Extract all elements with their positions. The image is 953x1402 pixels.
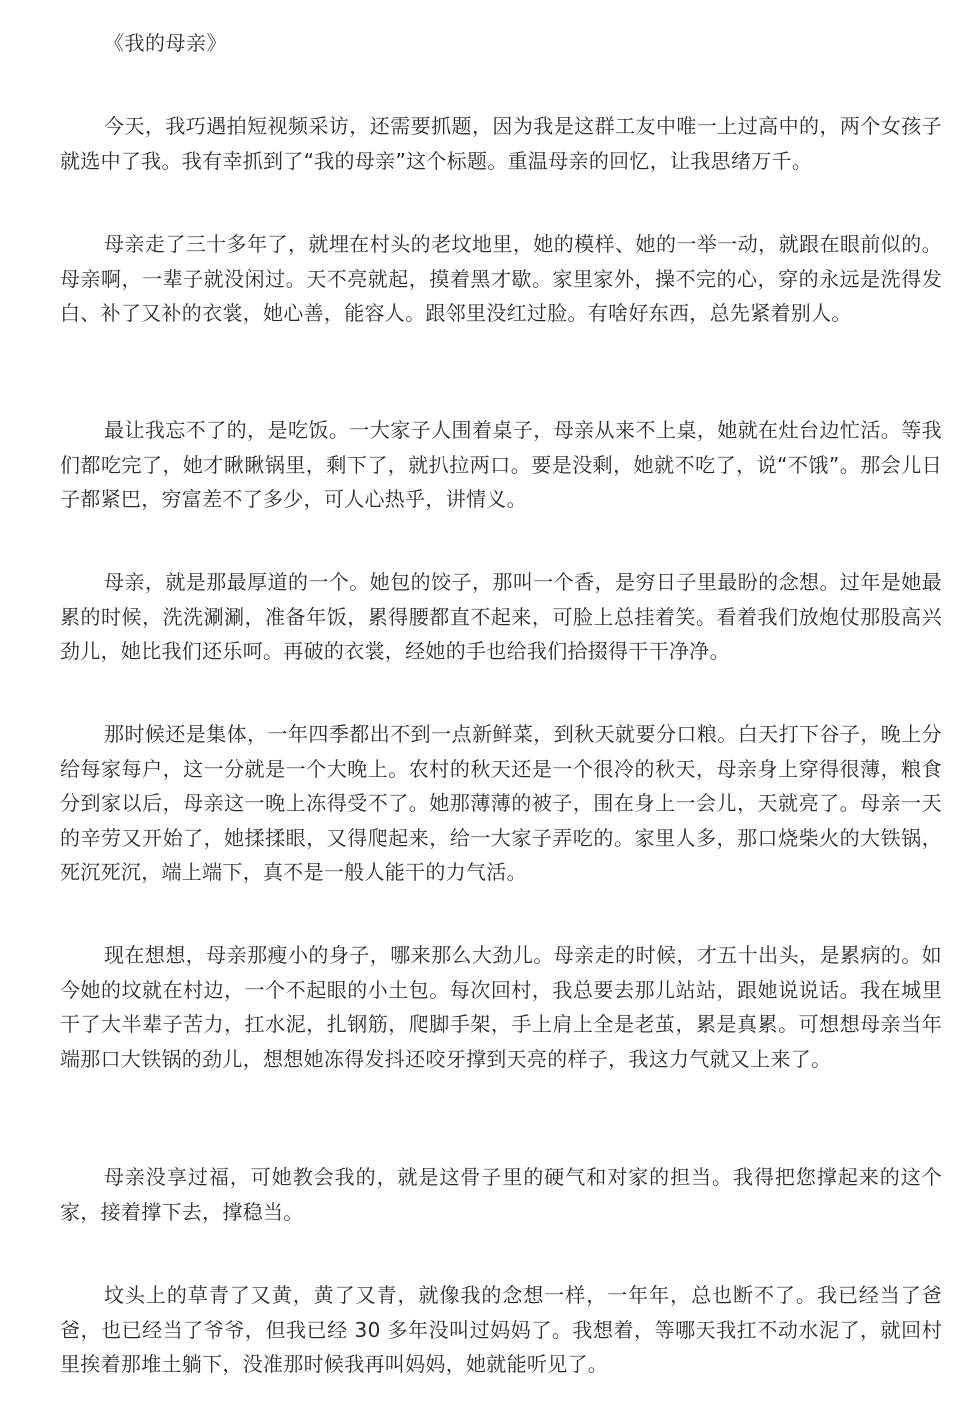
paragraph-4: 母亲，就是那最厚道的一个。她包的饺子，那叫一个香，是穷日子里最盼的念想。过年是她最累的时候，洗洗涮涮，准备年饭，累得腰都直不起来，可脸上总挂着笑。看着我们放炮仗那股高兴劲儿，她比我们还乐呵。再破的衣裳，经她的手也给我们拾掇得干干净净。 <box>60 570 942 663</box>
document-title: 《我的母亲》 <box>104 31 227 55</box>
paragraph-5: 那时候还是集体，一年四季都出不到一点新鲜菜，到秋天就要分口粮。白天打下谷子，晚上分给每家每户，这一分就是一个大晚上。农村的秋天还是一个很冷的秋天，母亲身上穿得很薄，粮食分到家以后，母亲这一晚上冻得受不了。她那薄薄的被子，围在身上一会儿，天就亮了。母亲一天的辛劳又开始了，她揉揉眼，又得爬起来，给一大家子弄吃的。家里人多，那口烧柴火的大铁锅，死沉死沉，端上端下，真不是一般人能干的力气活。 <box>60 722 942 884</box>
paragraph-8: 坟头上的草青了又黄，黄了又青，就像我的念想一样，一年年，总也断不了。我已经当了爸爸，也已经当了爷爷，但我已经 30 多年没叫过妈妈了。我想着，等哪天我扛不动水泥了，就回村里挨着那堆土躺下，没准那时候我再叫妈妈，她就能听见了。 <box>60 1283 942 1376</box>
paragraph-7: 母亲没享过福，可她教会我的，就是这骨子里的硬气和对家的担当。我得把您撑起来的这个家，接着撑下去，撑稳当。 <box>60 1165 942 1224</box>
paragraph-6: 现在想想，母亲那瘦小的身子，哪来那么大劲儿。母亲走的时候，才五十出头，是累病的。如今她的坟就在村边，一个不起眼的小土包。每次回村，我总要去那儿站站，跟她说说话。我在城里干了大半辈子苦力，扛水泥，扎钢筋，爬脚手架，手上肩上全是老茧，累是真累。可想想母亲当年端那口大铁锅的劲儿，想想她冻得发抖还咬牙撑到天亮的样子，我这力气就又上来了。 <box>60 943 942 1071</box>
paragraph-1: 今天，我巧遇拍短视频采访，还需要抓题，因为我是这群工友中唯一上过高中的，两个女孩子就选中了我。我有幸抓到了“我的母亲”这个标题。重温母亲的回忆，让我思绪万千。 <box>60 114 942 173</box>
paragraph-2: 母亲走了三十多年了，就埋在村头的老坟地里，她的模样、她的一举一动，就跟在眼前似的。母亲啊，一辈子就没闲过。天不亮就起，摸着黑才歇。家里家外，操不完的心，穿的永远是洗得发白、补了又补的衣裳，她心善，能容人。跟邻里没红过脸。有啥好东西，总先紧着别人。 <box>60 232 942 325</box>
paragraph-3: 最让我忘不了的，是吃饭。一大家子人围着桌子，母亲从来不上桌，她就在灶台边忙活。等我们都吃完了，她才瞅瞅锅里，剩下了，就扒拉两口。要是没剩，她就不吃了，说“不饿”。那会儿日子都紧巴，穷富差不了多少，可人心热乎，讲情义。 <box>60 418 942 511</box>
